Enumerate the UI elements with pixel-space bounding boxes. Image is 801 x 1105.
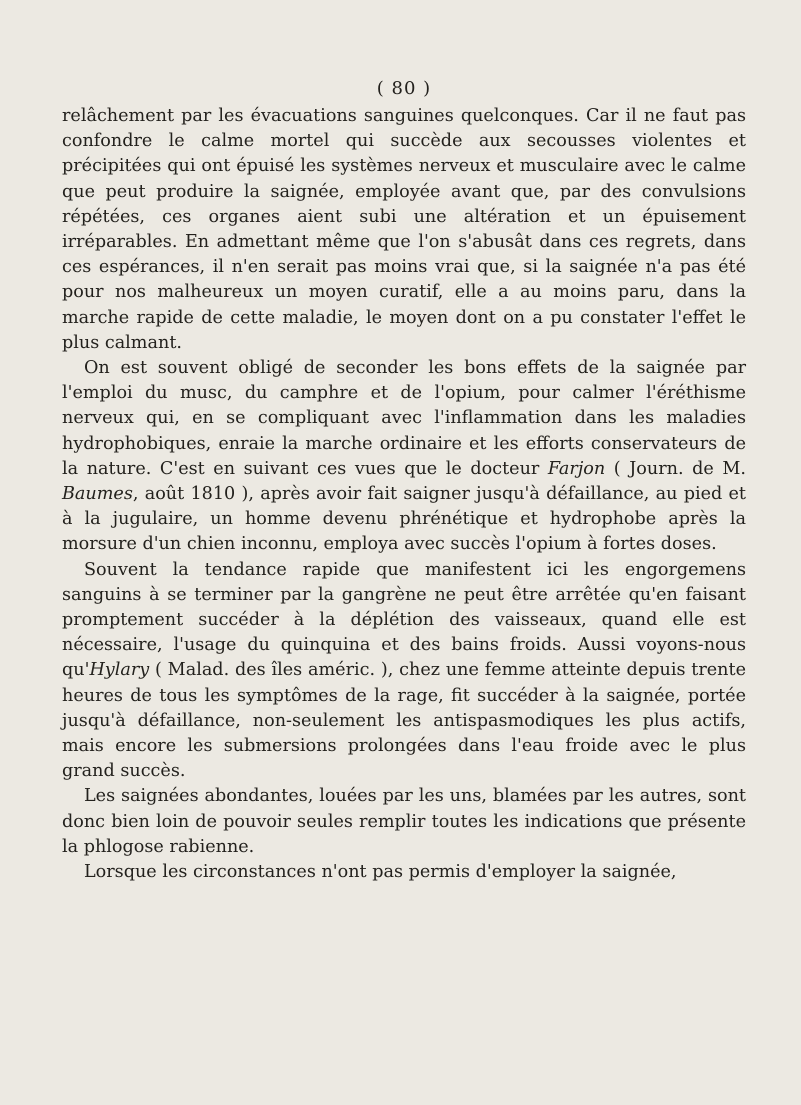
paragraph-3	[62, 558, 746, 785]
paragraph-4-text: Les saignées abondantes, louées par les uns, blamées par les autres, sont donc bien loin de pouvoir seules remplir toutes les indications que présente la phlogose rabienne.	[62, 786, 746, 857]
paragraph-2-text-c: , août 1810 ), après avoir fait saigner jusqu'à défaillance, au pied et à la jugulaire, un homme devenu phrénétique et hydrophobe après la morsure d'un chien inconnu, employa avec succès l'opium à fortes doses.	[62, 484, 746, 555]
page-number: ( 80 )	[376, 78, 432, 99]
paragraph-3-text-a: Souvent la tendance rapide que manifestent ici les engorgemens sanguins à se terminer par la gangrène ne peut être arrêtée qu'en faisant promptement succéder à la déplétion des vaisseaux, quand elle est nécessaire, l'usage du quinquina et des bains froids. Aussi voyons-nous qu'	[62, 559, 746, 681]
paragraph-2-text-a: On est souvent obligé de seconder les bons effets de la saignée par l'emploi du musc, du camphre et de l'opium, pour calmer l'éréthisme nerveux qui, en se compliquant avec l'inflammation dans les maladies hydrophobiques, enraie la marche ordinaire et les efforts conservateurs de la nature. C'est en suivant ces vues que le docteur	[62, 358, 746, 479]
author-baumes: Baumes	[62, 484, 133, 505]
paragraph-1-text: relâchement par les évacuations sanguines quelconques. Car il ne faut pas confondre le calme mortel qui succède aux secousses violentes et précipitées qui ont épuisé les systèmes nerveux et musculaire avec le calme que peut produire la saignée, employée avant que, par des convulsions répétées, ces organes aient subi une altération et un épuisement irréparables. En admettant même que l'on s'abusât dans ces regrets, dans ces espérances, il n'en serait pas moins vrai que, si la saignée n'a pas été pour nos malheureux un moyen curatif, elle a au moins paru, dans la marche rapide de cette maladie, le moyen dont on a pu constater l'effet le plus calmant.	[62, 106, 746, 353]
paragraph-2	[62, 356, 746, 558]
paragraph-1	[62, 104, 746, 356]
paragraph-5-text: Lorsque les circonstances n'ont pas permis d'employer la saignée,	[84, 862, 677, 883]
paragraph-2-text-b: ( Journ. de M.	[605, 458, 747, 479]
paragraph-4	[62, 784, 746, 860]
author-farjon: Farjon	[547, 458, 606, 479]
author-hylary: Hylary	[89, 660, 150, 681]
paragraph-5	[62, 860, 746, 885]
paragraph-3-text-b: ( Malad. des îles améric. ), chez une femme atteinte depuis trente heures de tous les symptômes de la rage, fit succéder à la saignée, portée jusqu'à défaillance, non-seulement les antispasmodiques les plus actifs, mais encore les submersions prolongées dans l'eau froide avec le plus grand succès.	[62, 660, 746, 782]
body-text	[62, 104, 746, 885]
